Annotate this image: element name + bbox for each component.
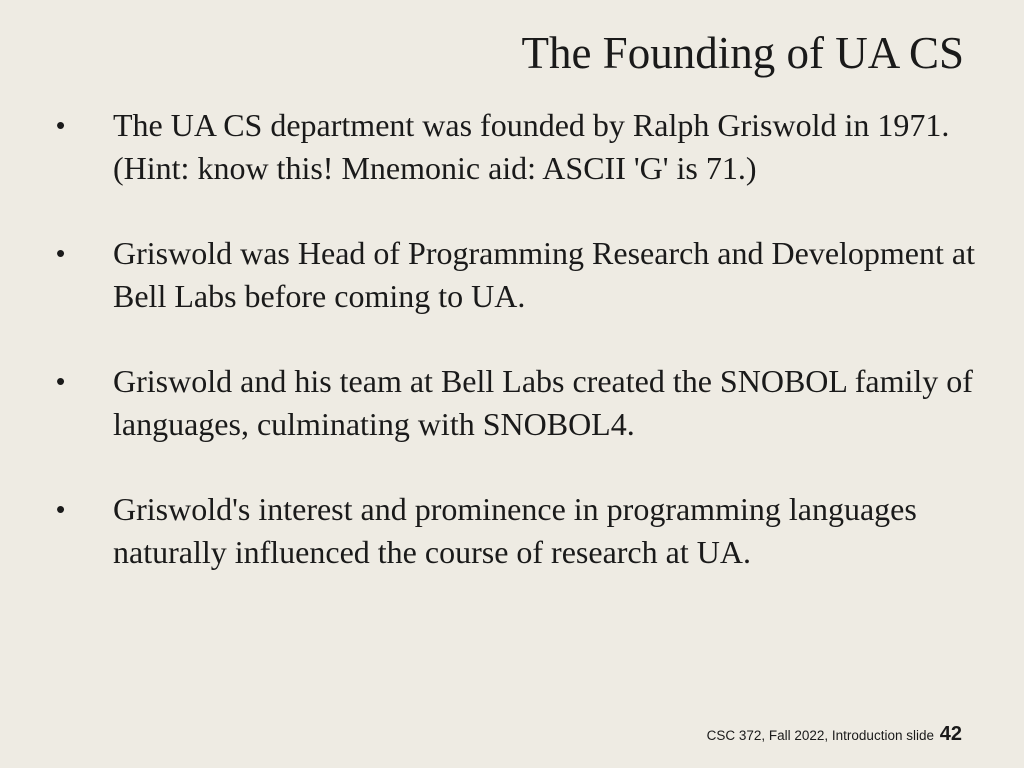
slide-footer: [707, 723, 962, 746]
bullet-icon: •: [56, 366, 66, 396]
bullet-text: Griswold was Head of Programming Research and Development at Bell Labs before coming to UA.: [113, 235, 975, 314]
bullet-item: [56, 104, 976, 190]
slide-title: The Founding of UA CS: [521, 28, 964, 78]
bullet-item: [56, 488, 976, 574]
bullet-list: [56, 104, 976, 616]
bullet-icon: •: [56, 238, 66, 268]
bullet-text: Griswold's interest and prominence in programming languages naturally influenced the course of research at UA.: [113, 491, 917, 570]
slide-number: 42: [939, 723, 962, 745]
bullet-text: Griswold and his team at Bell Labs created the SNOBOL family of languages, culminating with SNOBOL4.: [113, 363, 973, 442]
bullet-item: [56, 232, 976, 318]
bullet-icon: •: [56, 494, 66, 524]
footer-text: CSC 372, Fall 2022, Introduction slide: [706, 728, 934, 743]
bullet-icon: •: [56, 110, 66, 140]
bullet-item: [56, 360, 976, 446]
bullet-text: The UA CS department was founded by Ralph Griswold in 1971. (Hint: know this! Mnemonic aid: ASCII 'G' is 71.): [113, 107, 950, 186]
